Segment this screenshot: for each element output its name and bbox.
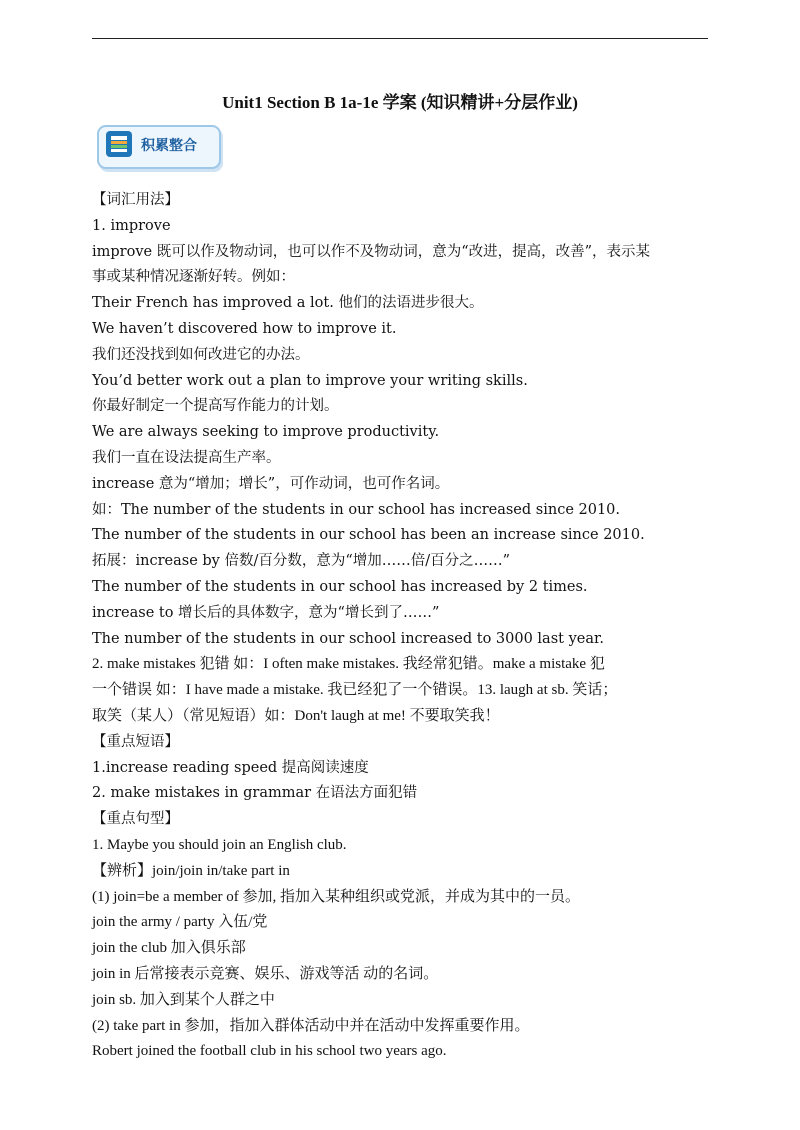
text-line: (2) take part in 参加，指加入群体活动中并在活动中发挥重要作用。 [92, 1017, 530, 1034]
text-line: improve 既可以作及物动词，也可以作不及物动词，意为“改进，提高，改善”，表示某 [92, 243, 651, 260]
text-line: (1) join=be a member of 参加, 指加入某种组织或党派，并成为其中的一员。 [92, 888, 580, 905]
text-line: 【词汇用法】 [92, 192, 179, 208]
text-line: 1. improve [92, 217, 171, 234]
text-line: 2. make mistakes 犯错 如：I often make mistakes. 我经常犯错。make a mistake 犯 [92, 656, 605, 673]
text-line: join the club 加入俱乐部 [92, 940, 246, 957]
text-line: Their French has improved a lot. 他们的法语进步很大。 [92, 295, 484, 312]
text-line: join the army / party 入伍/党 [92, 914, 268, 931]
document-title: Unit1 Section B 1a-1e 学案 (知识精讲+分层作业) [222, 93, 578, 112]
text-line: 【重点短语】 [92, 733, 179, 750]
text-line: 1.increase reading speed 提高阅读速度 [92, 759, 369, 776]
text-line: You’d better work out a plan to improve your writing skills. [92, 372, 528, 389]
text-line: 取笑（某人）（常见短语）如：Don't laugh at me! 不要取笑我！ [92, 707, 500, 724]
book-icon [106, 131, 132, 157]
text-line: 2. make mistakes in grammar 在语法方面犯错 [92, 785, 418, 802]
text-line: 如：The number of the students in our school has increased since 2010. [92, 501, 621, 518]
document-body [92, 188, 712, 1065]
text-line: We haven’t discovered how to improve it. [92, 320, 397, 337]
text-line: join in 后常接表示竞赛、娱乐、游戏等活 动的名词。 [92, 965, 439, 982]
header-rule [92, 38, 708, 39]
text-line: increase 意为“增加；增长”，可作动词，也可作名词。 [92, 475, 450, 492]
text-line: 【辨析】join/join in/take part in [92, 862, 290, 879]
text-line: 我们一直在设法提高生产率。 [92, 449, 281, 466]
text-line: 事或某种情况逐渐好转。例如： [92, 269, 295, 286]
text-line: We are always seeking to improve productivity. [92, 424, 440, 441]
section-badge [97, 122, 221, 170]
text-line: increase to 增长后的具体数字，意为“增长到了……” [92, 604, 440, 621]
text-line: The number of the students in our school has increased by 2 times. [92, 578, 588, 595]
text-line: 我们还没找到如何改进它的办法。 [92, 346, 310, 363]
text-line: Robert joined the football club in his school two years ago. [92, 1043, 447, 1060]
text-line: 拓展：increase by 倍数/百分数，意为“增加……倍/百分之……” [92, 553, 511, 570]
badge-label: 积累整合 [141, 138, 197, 154]
text-line: join sb. 加入到某个人群之中 [92, 991, 275, 1008]
text-line: The number of the students in our school has been an increase since 2010. [92, 527, 645, 544]
text-line: 1. Maybe you should join an English club. [92, 836, 347, 853]
text-line: 你最好制定一个提高写作能力的计划。 [92, 398, 339, 415]
text-line: 【重点句型】 [92, 811, 179, 828]
text-line: The number of the students in our school increased to 3000 last year. [92, 630, 604, 647]
text-line: 一个错误 如：I have made a mistake. 我已经犯了一个错误。13. laugh at sb. 笑话； [92, 682, 618, 699]
